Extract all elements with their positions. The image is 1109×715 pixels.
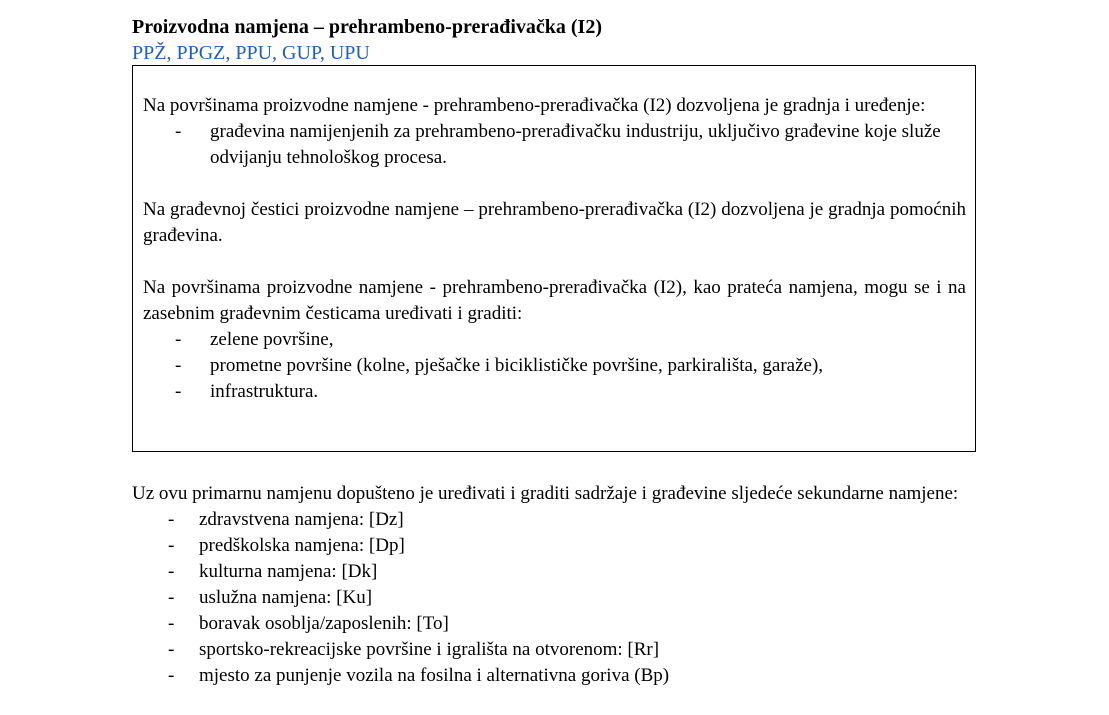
plan-levels: PPŽ, PPGZ, PPU, GUP, UPU: [132, 42, 370, 64]
list-item: - prometne površine (kolne, pješačke i biciklističke površine, parkirališta, garaže),: [143, 353, 966, 379]
secondary-uses: [132, 481, 1028, 689]
section-title: Proizvodna namjena – prehrambeno-prerađivačka (I2): [132, 16, 602, 38]
list-item: - sportsko-rekreacijske površine i igrališta na otvorenom: [Rr]: [132, 637, 1028, 663]
list-item: - uslužna namjena: [Ku]: [132, 585, 1028, 611]
box-paragraph-2: Na građevnoj čestici proizvodne namjene – prehrambeno-prerađivačka (I2) dozvoljena je gradnja pomoćnih građevina.: [143, 199, 966, 246]
list-item: - boravak osoblja/zaposlenih: [To]: [132, 611, 1028, 637]
box-paragraph-3: Na površinama proizvodne namjene - prehrambeno-prerađivačka (I2), kao prateća namjena, mogu se i na zasebnim građevnim česticama uređivati i graditi:: [143, 277, 966, 324]
box-paragraph-1: Na površinama proizvodne namjene - prehrambeno-prerađivačka (I2) dozvoljena je gradnja i uređenje:: [143, 95, 926, 116]
list-item: - predškolska namjena: [Dp]: [132, 533, 1028, 559]
list-item: - zelene površine,: [143, 327, 966, 353]
rules-box: [132, 65, 976, 452]
list-item: - zdravstvena namjena: [Dz]: [132, 507, 1028, 533]
box-list-3: [143, 327, 966, 405]
list-item: - mjesto za punjenje vozila na fosilna i alternativna goriva (Bp): [132, 663, 1028, 689]
secondary-intro: Uz ovu primarnu namjenu dopušteno je uređivati i graditi sadržaje i građevine sljedeće sekundarne namjene:: [132, 483, 959, 504]
list-item: - kulturna namjena: [Dk]: [132, 559, 1028, 585]
box-list-1: [143, 119, 966, 171]
list-item: - infrastruktura.: [143, 379, 966, 405]
secondary-list: [132, 507, 1028, 689]
list-item: - građevina namijenjenih za prehrambeno-prerađivačku industriju, uključivo građevine koje služe odvijanju tehnološkog procesa.: [143, 119, 966, 171]
